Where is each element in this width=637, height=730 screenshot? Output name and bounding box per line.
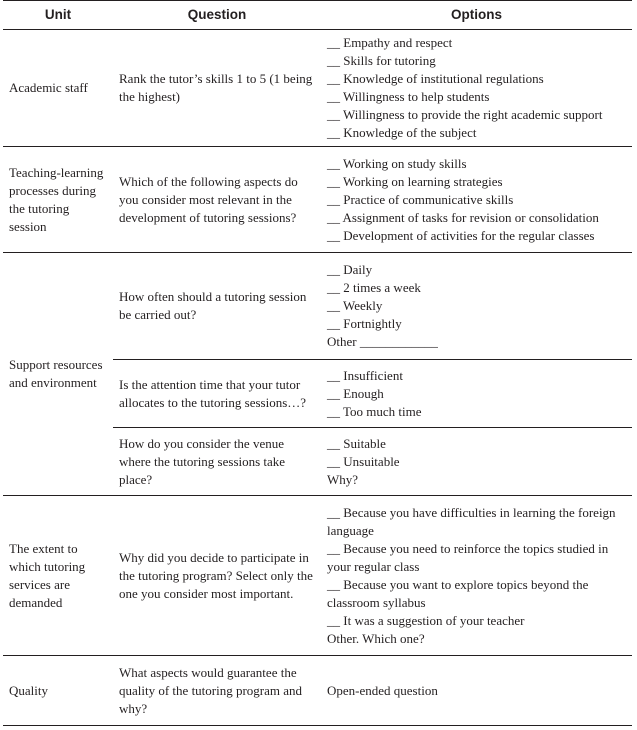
option-item: __ Suitable: [327, 435, 386, 451]
option-item: __ Willingness to provide the right academic support: [327, 107, 603, 122]
unit-cell: Academic staff: [3, 30, 113, 147]
table-row: [3, 147, 632, 253]
option-item: __ Development of activities for the regular classes: [327, 227, 595, 243]
options-cell: [321, 656, 632, 726]
question-cell: Why did you decide to participate in the tutoring program? Select only the one you consider most important.: [113, 496, 321, 656]
table-row: [3, 30, 632, 147]
table-row: [3, 496, 632, 656]
option-item: __ Fortnightly: [327, 316, 402, 331]
unit-cell: Teaching-learning processes during the tutoring session: [3, 147, 113, 253]
table-row: [3, 253, 632, 360]
question-cell: What aspects would guarantee the quality of the tutoring program and why?: [113, 656, 321, 726]
option-item: __ Knowledge of the subject: [327, 125, 477, 140]
option-item: __ Insufficient: [327, 367, 403, 383]
question-cell: Rank the tutor’s skills 1 to 5 (1 being the highest): [113, 30, 321, 147]
question-cell: How often should a tutoring session be carried out?: [113, 253, 321, 360]
option-item: __ Working on learning strategies: [327, 173, 503, 189]
header-unit: Unit: [3, 1, 113, 30]
option-item: __ Because you want to explore topics beyond the classroom syllabus: [327, 576, 589, 610]
unit-cell: Support resources and environment: [3, 253, 113, 496]
option-item: Open-ended question: [327, 682, 438, 698]
options-cell: [321, 428, 632, 496]
unit-cell: The extent to which tutoring services are demanded: [3, 496, 113, 656]
option-item: __ Willingness to help students: [327, 89, 490, 104]
option-item: __ Assignment of tasks for revision or consolidation: [327, 209, 599, 225]
option-item: __ Weekly: [327, 298, 383, 313]
option-item: Other ____________: [327, 334, 438, 349]
option-item: __ 2 times a week: [327, 280, 421, 295]
option-item: __ Daily: [327, 262, 373, 277]
option-item: __ Enough: [327, 385, 384, 401]
table-row: [3, 656, 632, 726]
option-item: __ It was a suggestion of your teacher: [327, 612, 525, 628]
option-item: __ Unsuitable: [327, 453, 400, 469]
options-cell: [321, 360, 632, 428]
option-item: __ Because you need to reinforce the topics studied in your regular class: [327, 540, 609, 574]
option-item: __ Because you have difficulties in learning the foreign language: [327, 504, 616, 538]
question-cell: How do you consider the venue where the tutoring sessions take place?: [113, 428, 321, 496]
option-item: __ Skills for tutoring: [327, 53, 436, 68]
option-item: Other. Which one?: [327, 630, 425, 646]
question-cell: Which of the following aspects do you consider most relevant in the development of tutoring sessions?: [113, 147, 321, 253]
survey-table: [3, 0, 632, 726]
option-item: __ Empathy and respect: [327, 35, 453, 50]
options-cell: [321, 30, 632, 147]
option-item: __ Working on study skills: [327, 155, 467, 171]
option-item: Why?: [327, 471, 359, 487]
options-cell: [321, 147, 632, 253]
header-options: Options: [321, 1, 632, 30]
options-cell: [321, 253, 632, 360]
options-cell: [321, 496, 632, 656]
question-cell: Is the attention time that your tutor allocates to the tutoring sessions…?: [113, 360, 321, 428]
header-row: [3, 1, 632, 30]
option-item: __ Too much time: [327, 403, 422, 419]
option-item: __ Knowledge of institutional regulations: [327, 71, 544, 86]
unit-cell: Quality: [3, 656, 113, 726]
option-item: __ Practice of communicative skills: [327, 191, 514, 207]
header-question: Question: [113, 1, 321, 30]
